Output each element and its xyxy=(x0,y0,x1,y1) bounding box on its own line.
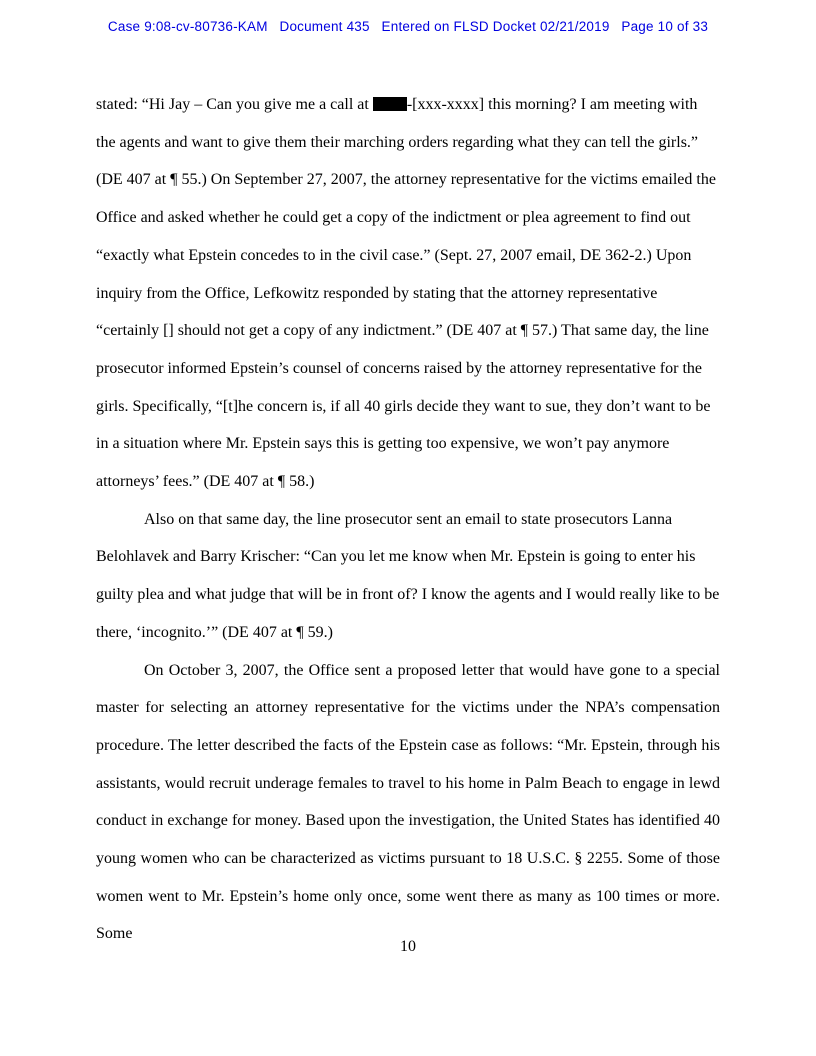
redaction-box xyxy=(373,97,407,111)
paragraph: On October 3, 2007, the Office sent a proposed letter that would have gone to a special master for selecting an attorney representative for the victims under the NPA’s compensation procedure. The letter described the facts of the Epstein case as follows: “Mr. Epstein, through his assistants, would recruit underage females to travel to his home in Palm Beach to engage in lewd conduct in exchange for money. Based upon the investigation, the United States has identified 40 young women who can be characterized as victims pursuant to 18 U.S.C. § 2255. Some of those women went to Mr. Epstein’s home only once, some went there as many as 100 times or more. Some xyxy=(96,661,720,943)
paragraph-text-before-redaction: stated: “Hi Jay – Can you give me a call at xyxy=(96,96,373,113)
paragraph xyxy=(96,86,720,501)
document-body xyxy=(96,86,720,953)
case-docket-header: Case 9:08-cv-80736-KAM Document 435 Entered on FLSD Docket 02/21/2019 Page 10 of 33 xyxy=(107,19,709,34)
paragraph: Also on that same day, the line prosecutor sent an email to state prosecutors Lanna Belohlavek and Barry Krischer: “Can you let me know when Mr. Epstein is going to enter his guilty plea and what judge that will be in front of? I know the agents and I would really like to be there, ‘incognito.’” (DE 407 at ¶ 59.) xyxy=(96,510,720,641)
page-number: 10 xyxy=(400,938,416,955)
paragraph-text-after-redaction: -[xxx-xxxx] this morning? I am meeting with the agents and want to give them their marching orders regarding what they can tell the girls.” (DE 407 at ¶ 55.) On September 27, 2007, the attorney representative for the victims emailed the Office and asked whether he could get a copy of the indictment or plea agreement to find out “exactly what Epstein concedes to in the civil case.” (Sept. 27, 2007 email, DE 362-2.) Upon inquiry from the Office, Lefkowitz responded by stating that the attorney representative “certainly [] should not get a copy of any indictment.” (DE 407 at ¶ 57.) That same day, the line prosecutor informed Epstein’s counsel of concerns raised by the attorney representative for the girls. Specifically, “[t]he concern is, if all 40 girls decide they want to sue, they don’t want to be in a situation where Mr. Epstein says this is getting too expensive, we won’t pay anymore attorneys’ fees.” (DE 407 at ¶ 58.) xyxy=(96,96,716,491)
